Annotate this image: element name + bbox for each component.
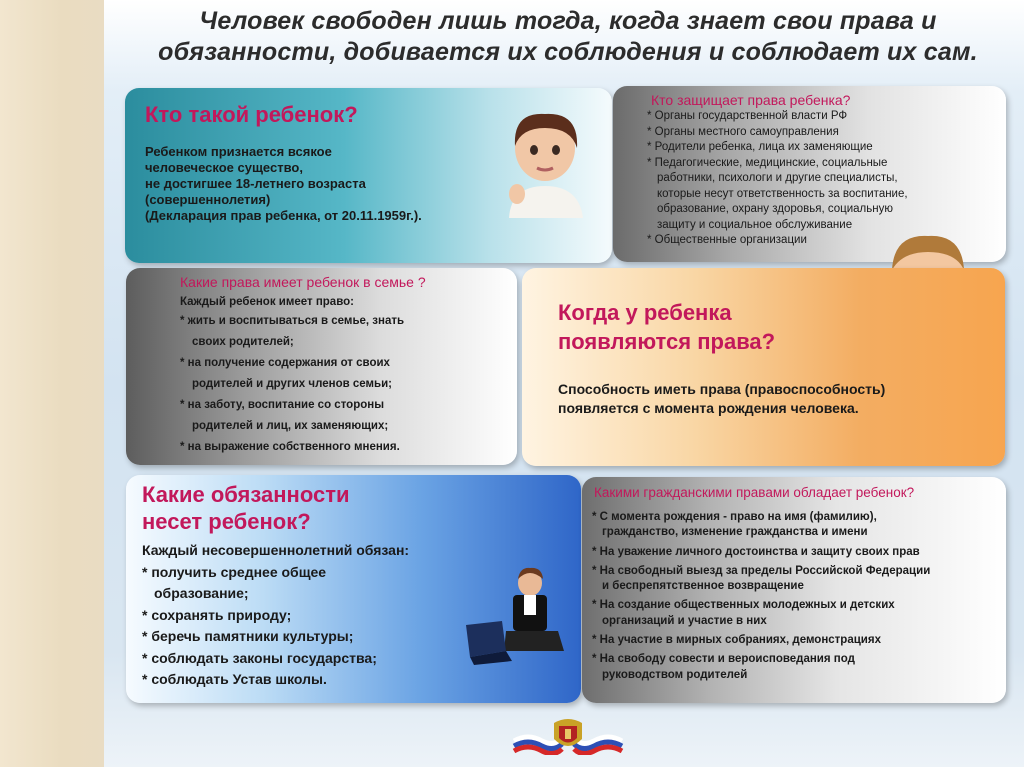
panel-list: Каждый несовершеннолетний обязан: * получить среднее общее образование; * сохранять природу; * беречь памятники культуры; * соблюдать законы государства; * соблюдать Устав школы. xyxy=(142,542,410,687)
boy-with-laptop-icon xyxy=(466,565,570,665)
panel-list: Каждый ребенок имеет право: * жить и воспитываться в семье, знать своих родителей; * на получение содержания от своих родителей и других членов семьи; * на заботу, воспитание со стороны родителей и лиц, их заменяющих; * на выражение собственного мнения. xyxy=(180,296,405,453)
slide-title: Человек свободен лишь тогда, когда знает свои права и обязанности, добивается их соблюдения и соблюдает их сам. xyxy=(158,7,978,66)
panel-heading: Кто защищает права ребенка? xyxy=(651,92,851,108)
panel-who-is-child xyxy=(125,88,612,263)
panel-duties xyxy=(126,475,581,703)
panel-text: Способность иметь права (правоспособность) появляется с момента рождения человека. xyxy=(558,381,886,416)
child-photo-icon xyxy=(499,106,591,218)
panel-family-rights xyxy=(126,268,517,465)
panel-heading: Когда у ребенка появляются права? xyxy=(558,300,776,354)
left-decorative-strip xyxy=(0,0,104,767)
panel-civil-rights xyxy=(582,477,1006,703)
panel-heading: Кто такой ребенок? xyxy=(145,102,358,127)
panel-heading: Какие права имеет ребенок в семье ? xyxy=(180,274,426,290)
panel-text: Ребенком признается всякое человеческое существо, не достигшее 18-летнего возраста (совершеннолетия) (Декларация прав ребенка, от 20.11.1959г.). xyxy=(145,144,422,223)
panel-heading: Какими гражданскими правами обладает ребенок? xyxy=(594,485,915,500)
emblem-with-flags-icon xyxy=(512,717,624,755)
panel-list: * С момента рождения - право на имя (фамилию), гражданство, изменение гражданства и имени * На уважение личного достоинства и защиту своих прав * На свободный выезд за пределы Российской Федерации и беспрепятственное возвращение * На создание общественных молодежных и детских организаций и участие в них * На участие в мирных собраниях, демонстрациях * На свободу совести и вероисповедания под руководством родителей xyxy=(592,511,931,681)
panel-when-rights xyxy=(522,268,1005,466)
panel-heading: Какие обязанности несет ребенок? xyxy=(142,482,350,534)
panel-list: * Органы государственной власти РФ * Органы местного самоуправления * Родители ребенка, лица их заменяющие * Педагогические, медицинские, социальные работники, психологи и другие специалисты, которые несут ответственность за воспитание, образование, охрану здоровья, социальную защиту и социальное обслуживание * Общественные организации xyxy=(647,110,908,246)
